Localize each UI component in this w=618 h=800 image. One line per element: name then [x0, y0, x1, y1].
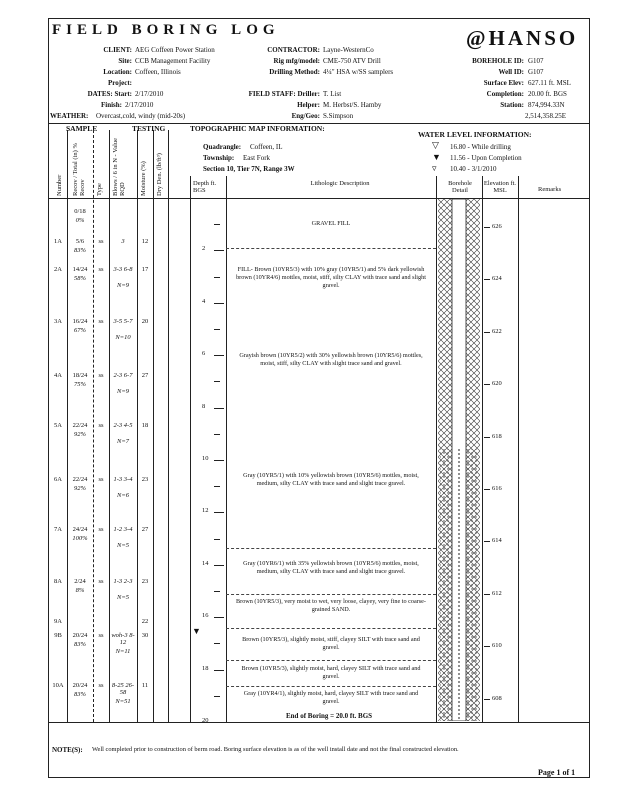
sample-pct: 83% [74, 691, 86, 698]
sample-num: 2A [54, 266, 62, 273]
sample-pct: 83% [74, 247, 86, 254]
depth-label: 2 [202, 245, 206, 253]
elevation-label: 614 [492, 537, 502, 545]
depth-tick [214, 224, 220, 225]
col-type: Type [96, 183, 103, 196]
sample-moist: 23 [141, 578, 149, 585]
litho-desc-3: Gray (10YR5/1) with 10% yellowish brown (10YR5/6) mottles, moist, medium, silty CLAY with trace sand and slight trace gravel. [243, 472, 419, 487]
elevation-label: 608 [492, 694, 502, 702]
dates-label: DATES: Start: [87, 90, 132, 98]
borehole-value: G107 [528, 57, 544, 65]
filter-pack-left [440, 449, 452, 721]
contact-5 [226, 660, 436, 661]
sample-pct: 75% [74, 381, 86, 388]
note-text: Well completed prior to construction of berm road. Boring surface elevation is as of the well install date and not the final constructed elevation. [92, 746, 459, 753]
elevation-tick [484, 437, 490, 438]
depth-label: 4 [202, 297, 206, 305]
depth-tick [214, 408, 224, 409]
sample-type: ss [98, 372, 104, 379]
finish-date: 2/17/2010 [125, 101, 154, 109]
depth-tick [214, 329, 220, 330]
client-label: CLIENT: [103, 46, 132, 54]
sample-moist: 20 [141, 318, 149, 325]
sample-num: 5A [54, 422, 62, 429]
litho-desc-4: Gray (10YR6/1) with 35% yellowish brown (10YR5/6) mottles, moist, medium, silty CLAY with trace sand and slight trace gravel. [243, 560, 419, 575]
sample-pct: 83% [74, 641, 86, 648]
elevation-tick [484, 332, 490, 333]
sample-pct: 58% [74, 275, 86, 282]
sample-n: N=9 [117, 282, 129, 289]
sample-type: ss [98, 476, 104, 483]
col-moisture: Moisture (%) [140, 161, 147, 196]
elevation-label: 612 [492, 589, 502, 597]
sample-num: 10A [52, 682, 64, 689]
surface-value: 627.11 ft. MSL [528, 79, 571, 87]
sample-rec: 20/24 [72, 632, 88, 639]
sample-blows: 1-2 3-4 [113, 526, 133, 533]
water-symbol-3: ▿ [432, 163, 437, 173]
site-label: Site: [118, 57, 132, 65]
depth-tick [214, 617, 224, 618]
page-title: FIELD BORING LOG [52, 22, 280, 38]
depth-label: 18 [202, 664, 209, 672]
litho-desc-0: GRAVEL FILL [311, 220, 351, 227]
rig-label: Rig mfg/model: [273, 57, 320, 65]
sample-rec: 22/24 [72, 476, 88, 483]
contractor-label: CONTRACTOR: [267, 46, 320, 54]
col-depth: Depth ft. BGS [193, 180, 217, 194]
sample-blows: 1-3 2-3 [113, 578, 133, 585]
elevation-label: 620 [492, 380, 502, 388]
sample-pct: 100% [72, 535, 88, 542]
sample-num: 1A [54, 238, 62, 245]
depth-tick [214, 565, 224, 566]
sample-rec: 5/6 [75, 238, 85, 245]
sample-pct: 92% [74, 485, 86, 492]
borehole-detail-graphic [438, 199, 480, 721]
sample-pct: 8% [75, 587, 85, 594]
end-of-boring: End of Boring = 20.0 ft. BGS [286, 712, 373, 720]
sample-type: ss [98, 238, 104, 245]
col-borehole: Borehole Detail [448, 180, 472, 194]
depth-tick [214, 696, 220, 697]
depth-tick [214, 591, 220, 592]
depth-tick [214, 303, 224, 304]
col-lithologic: Lithologic Description [310, 180, 370, 187]
topo-heading: TOPOGRAPHIC MAP INFORMATION: [190, 124, 325, 133]
weather-value: Overcast,cold, windy (mid-20s) [96, 112, 186, 120]
sample-rec: 22/24 [72, 422, 88, 429]
elevation-tick [484, 646, 490, 647]
location-label: Location: [103, 68, 132, 76]
sample-num: 4A [54, 372, 62, 379]
site-value: CCB Management Facility [135, 57, 211, 65]
sample-pct: 67% [74, 327, 86, 334]
filter-pack-right [466, 449, 478, 721]
quad-label: Quadrangle: [203, 143, 242, 151]
sample-type: ss [98, 266, 104, 273]
div-9 [436, 176, 437, 722]
quad-value: Coffeen, IL [250, 143, 283, 151]
note-label: NOTE(S): [52, 746, 83, 754]
sample-blows: 3-3 6-8 [113, 266, 133, 273]
sample-blows: woh-3 8-12 [111, 632, 135, 646]
elevation-tick [484, 594, 490, 595]
sample-moist: 23 [141, 476, 149, 483]
section-value: Section 10, Tier 7N, Range 3W [203, 165, 295, 173]
sample-n: N=7 [117, 438, 129, 445]
elevation-tick [484, 227, 490, 228]
contact-3 [226, 594, 436, 595]
driller-value: T. List [323, 90, 342, 98]
drilling-label: Drilling Method: [269, 68, 320, 76]
col-drydens: Dry Den. (lb/ft³) [156, 153, 163, 196]
contact-4 [226, 628, 436, 629]
sample-moist: 18 [141, 422, 149, 429]
sample-blows: 1-3 3-4 [113, 476, 133, 483]
elevation-label: 626 [492, 223, 502, 231]
div-6 [168, 130, 169, 722]
litho-desc-6: Brown (10YR5/3), slightly moist, stiff, clayey SILT with trace sand and gravel. [242, 636, 420, 651]
sample-moist: 11 [141, 682, 149, 689]
sample-n: N=6 [117, 492, 129, 499]
sample-type: ss [98, 318, 104, 325]
township-label: Township: [203, 154, 235, 162]
depth-label: 10 [202, 455, 209, 462]
weather-label: WEATHER: [50, 112, 89, 120]
sample-num: 9B [54, 632, 62, 639]
depth-tick [214, 670, 224, 671]
sample-type: ss [98, 682, 104, 689]
completion-value: 20.00 ft. BGS [528, 90, 567, 98]
client-value: AEG Coffeen Power Station [135, 46, 215, 54]
station-value-2: 2,514,358.25E [525, 112, 567, 120]
table-top-rule [48, 198, 589, 199]
col-number: Number [56, 174, 63, 196]
sample-n: N=10 [115, 334, 131, 341]
depth-label: 20 [202, 717, 209, 724]
helper-value: M. Herbst/S. Hamby [323, 101, 382, 109]
sample-rec: 0/18 [74, 208, 86, 215]
sample-num: 3A [54, 318, 62, 325]
sample-blows: 3-5 5-7 [113, 318, 133, 325]
water-symbol-1: ▽ [432, 140, 439, 150]
sample-type: ss [98, 422, 104, 429]
elevation-tick [484, 699, 490, 700]
depth-tick [214, 198, 224, 199]
sample-rec: 2/24 [74, 578, 86, 585]
depth-tick [214, 355, 224, 356]
sample-pct: 0% [75, 217, 85, 224]
drilling-value: 4¼" HSA w/SS samplers [323, 68, 394, 76]
elevation-label: 624 [492, 275, 502, 283]
sample-n: N=5 [117, 594, 129, 601]
sample-num: 7A [54, 526, 62, 533]
elevation-label: 622 [492, 327, 502, 335]
sample-rec: 16/24 [72, 318, 88, 325]
div-5 [153, 130, 154, 722]
div-8 [226, 176, 227, 722]
elevation-tick [484, 384, 490, 385]
sample-rec: 18/24 [72, 372, 88, 379]
litho-desc-2: Grayish brown (10YR5/2) with 30% yellowish brown (10YR5/6) mottles, moist, stiff, silty CLAY with slight trace sand and gravel. [239, 352, 423, 367]
sample-moist: 17 [141, 266, 149, 273]
sample-num: 9A [54, 618, 62, 625]
depth-tick [214, 512, 224, 513]
depth-label: 14 [202, 559, 209, 567]
col-blows: Blows / 6 in N - Value RQD [112, 137, 126, 196]
surface-label: Surface Elev: [483, 79, 524, 87]
depth-tick [214, 381, 220, 382]
sample-rec: 14/24 [72, 266, 88, 273]
water-level-marker: ▼ [192, 626, 201, 636]
township-value: East Fork [243, 154, 271, 162]
sample-pct: 92% [74, 431, 86, 438]
depth-tick [214, 643, 220, 644]
sample-rec: 20/24 [72, 682, 88, 689]
sample-moist: 27 [141, 372, 149, 379]
div-10 [482, 176, 483, 722]
sample-type: ss [98, 526, 104, 533]
depth-label: 6 [202, 350, 206, 358]
company-logo: @HANSO [466, 26, 579, 50]
depth-tick [214, 277, 220, 278]
elevation-tick [484, 541, 490, 542]
contractor-value: Layne-WesternCo [323, 46, 374, 54]
contact-1 [226, 248, 436, 249]
depth-tick [214, 539, 220, 540]
sample-n: N=5 [117, 542, 129, 549]
sample-blows: 8-25 26-58 [111, 682, 135, 696]
sample-moist: 22 [141, 618, 149, 625]
completion-label: Completion: [486, 90, 524, 98]
depth-tick [214, 250, 224, 251]
station-value: 874,994.33N [528, 101, 565, 109]
rig-value: CME-750 ATV Drill [323, 57, 381, 65]
sample-n: N=51 [115, 698, 131, 705]
eng-label: Eng/Geo: [291, 112, 320, 120]
station-label: Station: [500, 101, 524, 109]
litho-desc-5: Brown (10YR5/3), very moist to wet, very loose, clayey, very fine to coarse-grained SAND. [236, 598, 426, 613]
depth-tick [214, 722, 224, 723]
depth-tick [214, 434, 220, 435]
elevation-label: 610 [492, 642, 502, 650]
elevation-label: 616 [492, 485, 502, 493]
depth-label: 16 [202, 612, 209, 620]
elevation-label: 618 [492, 432, 502, 440]
litho-desc-7: Brown (10YR5/3), slightly moist, hard, clayey SILT with trace sand and gravel. [241, 665, 421, 680]
sample-moist: 30 [141, 632, 149, 639]
sample-moist: 12 [141, 238, 149, 245]
page-number: Page 1 of 1 [538, 768, 576, 777]
elevation-tick [484, 279, 490, 280]
sample-n: N=11 [115, 648, 131, 655]
table-bottom-rule [48, 722, 589, 723]
sample-n: N=9 [117, 388, 129, 395]
col-elevation: Elevation ft. MSL [483, 180, 517, 194]
sample-num: 6A [54, 476, 62, 483]
water-symbol-2: ▼ [432, 152, 441, 162]
helper-label: Helper: [297, 101, 320, 109]
sample-blows: 2-3 4-5 [113, 422, 133, 429]
testing-heading: TESTING [132, 124, 166, 133]
location-value: Coffeen, Illinois [135, 68, 181, 76]
sample-rec: 24/24 [72, 526, 88, 533]
water-level-3: 10.40 - 3/1/2010 [450, 165, 497, 173]
sample-moist: 27 [141, 526, 149, 533]
div-11 [518, 176, 519, 722]
col-remarks: Remarks [538, 186, 562, 193]
sample-heading: SAMPLE [66, 124, 98, 133]
contact-6 [226, 686, 436, 687]
depth-label: 12 [202, 507, 209, 515]
staff-label: FIELD STAFF: Driller: [248, 90, 320, 98]
finish-label: Finish: [100, 101, 122, 109]
sample-num: 8A [54, 578, 62, 585]
elevation-tick [484, 489, 490, 490]
sample-type: ss [98, 578, 104, 585]
project-label: Project: [108, 79, 132, 87]
sample-blows: 2-3 6-7 [113, 372, 133, 379]
sample-type: ss [98, 632, 104, 639]
borehole-label: BOREHOLE ID: [472, 57, 524, 65]
div-1 [67, 130, 68, 722]
contact-2 [226, 548, 436, 549]
water-level-1: 16.80 - While drilling [450, 143, 511, 151]
litho-desc-1: FILL- Brown (10YR5/3) with 10% gray (10YR5/1) and 5% dark yellowish brown (10YR4/6) mottles, moist, stiff, silty CLAY with trace sand and slight gravel. [236, 266, 426, 289]
water-heading: WATER LEVEL INFORMATION: [418, 130, 532, 139]
well-label: Well ID: [498, 68, 524, 76]
water-level-2: 11.56 - Upon Completion [450, 154, 522, 162]
depth-tick [214, 460, 224, 461]
col-recovery: Recov / Total (in) % Recov [72, 143, 86, 196]
div-7 [190, 176, 191, 722]
depth-label: 8 [202, 402, 206, 410]
start-date: 2/17/2010 [135, 90, 164, 98]
eng-value: S.Simpson [323, 112, 354, 120]
litho-desc-8: Gray (10YR4/1), slightly moist, hard, clayey SILT with trace sand and gravel. [243, 690, 419, 705]
well-value: G107 [528, 68, 544, 76]
depth-tick [214, 486, 220, 487]
sample-blows: 3 [121, 238, 125, 245]
